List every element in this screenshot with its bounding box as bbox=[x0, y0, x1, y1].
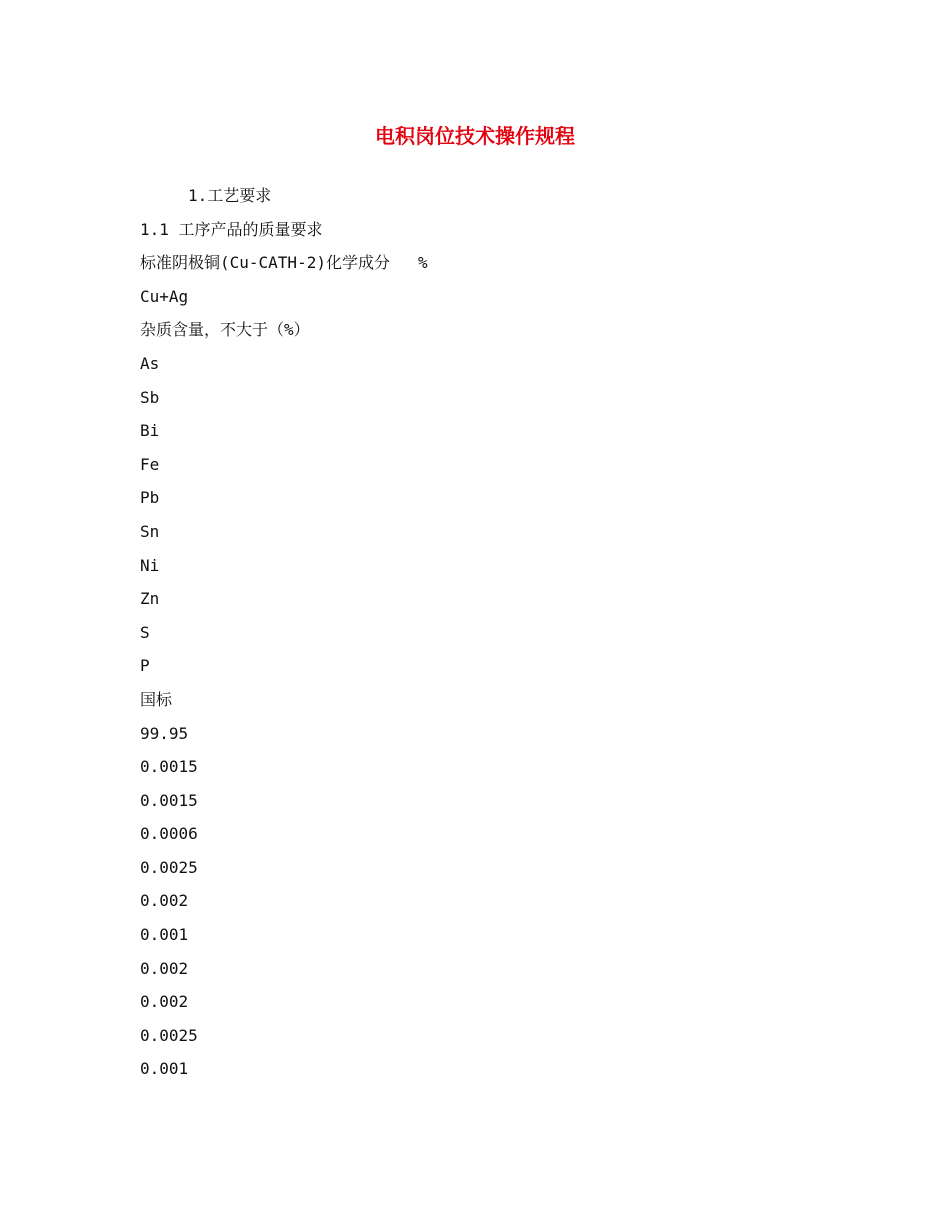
document-title: 电积岗位技术操作规程 bbox=[375, 124, 575, 148]
subsection-heading: 1.1 工序产品的质量要求 bbox=[140, 219, 323, 239]
standard-label: 国标 bbox=[140, 689, 173, 709]
value-item: 0.0006 bbox=[140, 824, 198, 844]
impurity-item: Pb bbox=[140, 488, 160, 508]
composition-line bbox=[140, 249, 840, 283]
main-element: Cu+Ag bbox=[140, 286, 189, 306]
value-item: 0.0025 bbox=[140, 857, 198, 877]
impurity-item: Bi bbox=[140, 421, 160, 441]
impurity-item: Ni bbox=[140, 555, 160, 575]
impurity-item: Zn bbox=[140, 589, 160, 609]
impurity-item: P bbox=[140, 656, 150, 676]
impurity-item: Fe bbox=[140, 454, 160, 474]
composition-label: 标准阴极铜(Cu-CATH-2)化学成分 bbox=[140, 253, 390, 273]
value-item: 0.002 bbox=[140, 992, 189, 1012]
impurity-item: Sb bbox=[140, 387, 160, 407]
value-item: 0.002 bbox=[140, 891, 189, 911]
document-body bbox=[140, 182, 840, 1089]
section-heading: 1.工艺要求 bbox=[188, 186, 272, 205]
impurity-item: As bbox=[140, 353, 160, 373]
value-item: 0.0015 bbox=[140, 757, 198, 777]
impurity-item: S bbox=[140, 622, 150, 642]
value-item: 99.95 bbox=[140, 723, 189, 743]
value-item: 0.001 bbox=[140, 925, 189, 945]
composition-unit: % bbox=[417, 253, 428, 273]
impurity-item: Sn bbox=[140, 521, 160, 541]
value-item: 0.0015 bbox=[140, 790, 198, 810]
value-item: 0.0025 bbox=[140, 1025, 198, 1045]
value-item: 0.002 bbox=[140, 958, 189, 978]
value-item: 0.001 bbox=[140, 1059, 189, 1079]
impurity-label: 杂质含量，不大于（%） bbox=[140, 320, 310, 340]
